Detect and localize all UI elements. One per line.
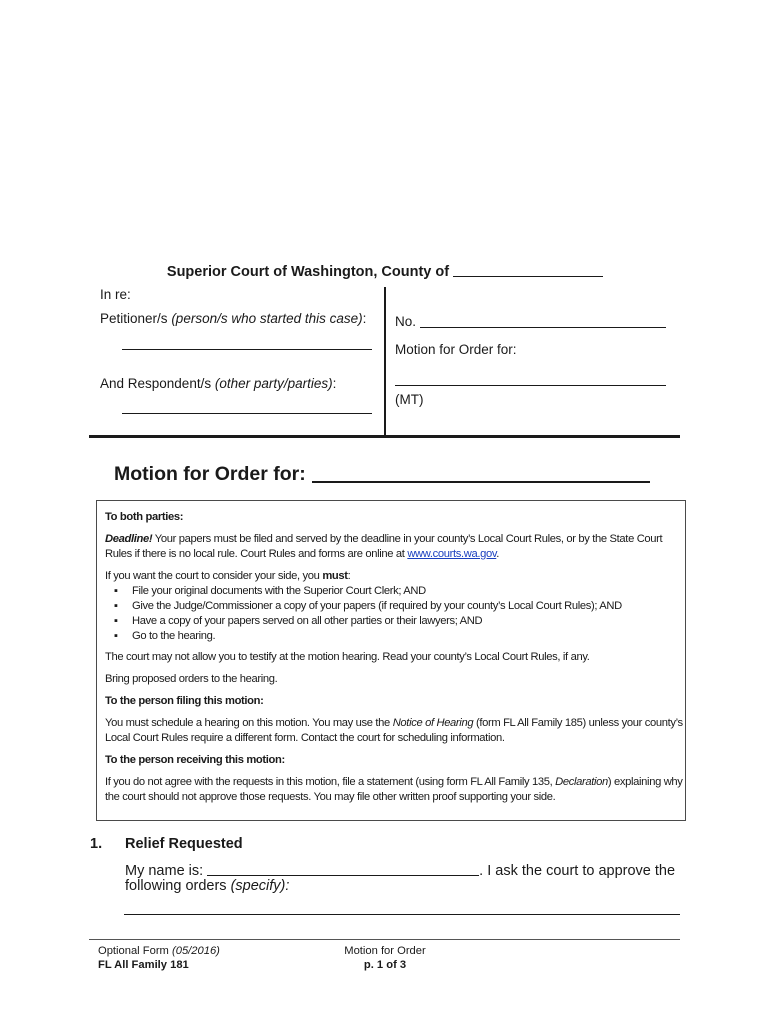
court-title [0, 262, 770, 280]
footer-doc-title: Motion for Order [344, 945, 426, 957]
motion-for-blank[interactable] [395, 385, 666, 386]
bullet-icon: ▪ [114, 615, 118, 627]
orders-blank[interactable] [124, 914, 680, 915]
deadline-text: Your papers must be filed and served by the deadline in your county’s Local Court Rules, or by the State Court Rules if there is no local rule. Court Rules and forms are online at [105, 533, 663, 560]
deadline-label: Deadline! [105, 533, 153, 545]
respondent-note: (other party/parties) [214, 376, 333, 391]
testify-paragraph: The court may not allow you to testify at the motion hearing. Read your county’s Local Court Rules, if any. [105, 651, 590, 663]
respondent-colon: : [332, 376, 337, 391]
consider-end: : [347, 570, 351, 582]
petitioner-label-text: Petitioner/s [100, 311, 168, 326]
list-item-text: File your original documents with the Superior Court Clerk; AND [132, 585, 426, 597]
approve-text: . I ask the court to approve the [479, 863, 676, 879]
in-re-label: In re: [100, 287, 131, 302]
case-no-label: No. [395, 314, 417, 329]
motion-title [114, 461, 650, 486]
name-blank[interactable] [207, 861, 479, 876]
filing-paragraph [105, 716, 683, 746]
courts-link[interactable]: www.courts.wa.gov [407, 548, 497, 560]
filing-text-b: (form FL All Family 185) unless your county’s Local Court Rules require a different form. Contact the court for scheduling information. [105, 717, 683, 744]
section-heading: Relief Requested [125, 836, 243, 852]
orders-line [125, 878, 289, 894]
both-parties-heading: To both parties: [105, 511, 184, 523]
requirements-list [105, 584, 683, 644]
case-no-blank[interactable] [420, 327, 666, 328]
optional-form-label: Optional Form [98, 945, 169, 957]
name-label: My name is: [125, 863, 204, 879]
page-number: p. 1 of 3 [363, 959, 407, 971]
form-code: (MT) [395, 392, 424, 407]
petitioner-blank[interactable] [122, 349, 372, 350]
court-title-text: Superior Court of Washington, County of [166, 264, 450, 280]
deadline-paragraph [105, 532, 683, 562]
list-item-text: Give the Judge/Commissioner a copy of your papers (if required by your county’s Local Court Rules); AND [132, 600, 622, 612]
form-date: (05/2016) [172, 945, 220, 957]
filing-heading: To the person filing this motion: [105, 695, 264, 707]
consider-text: If you want the court to consider your side, you [105, 570, 320, 582]
filing-text-a: You must schedule a hearing on this motion. You may use the [105, 717, 390, 729]
notice-box [96, 500, 686, 821]
orders-text: following orders [125, 878, 227, 894]
caption-vertical-divider [384, 287, 386, 437]
petitioner-label [100, 311, 366, 326]
respondent-label-text: And Respondent/s [100, 376, 212, 391]
form-number: FL All Family 181 [98, 959, 189, 971]
consider-paragraph [105, 569, 683, 584]
bullet-icon: ▪ [114, 585, 118, 597]
caption-bottom-rule [89, 435, 680, 438]
footer-center [330, 944, 440, 972]
receiving-italic: Declaration [555, 776, 608, 788]
list-item-text: Go to the hearing. [132, 630, 216, 642]
bring-paragraph: Bring proposed orders to the hearing. [105, 673, 278, 685]
list-item [105, 584, 683, 599]
deadline-end: . [496, 548, 500, 560]
bullet-icon: ▪ [114, 600, 118, 612]
receiving-paragraph [105, 775, 683, 805]
list-item [105, 629, 683, 644]
name-line [125, 861, 675, 879]
petitioner-note: (person/s who started this case) [171, 311, 363, 326]
county-blank[interactable] [453, 262, 603, 277]
respondent-label [100, 376, 336, 391]
receiving-text-a: If you do not agree with the requests in this motion, file a statement (using form FL All Family 135, [105, 776, 553, 788]
respondent-blank[interactable] [122, 413, 372, 414]
footer-rule [89, 939, 680, 940]
footer-left [98, 944, 220, 972]
petitioner-colon: : [362, 311, 367, 326]
list-item [105, 614, 683, 629]
bullet-icon: ▪ [114, 630, 118, 642]
receiving-text-b: ) explaining why the court should not approve those requests. You may file other written proof supporting your side. [105, 776, 683, 803]
specify-note: (specify): [230, 878, 290, 894]
motion-for-label: Motion for Order for: [395, 342, 517, 357]
section-number: 1. [90, 836, 103, 852]
motion-title-text: Motion for Order for: [114, 463, 306, 485]
receiving-heading: To the person receiving this motion: [105, 754, 285, 766]
filing-italic: Notice of Hearing [392, 717, 474, 729]
list-item-text: Have a copy of your papers served on all other parties or their lawyers; AND [132, 615, 483, 627]
consider-must: must [322, 570, 348, 582]
list-item [105, 599, 683, 614]
motion-title-blank[interactable] [312, 461, 650, 483]
